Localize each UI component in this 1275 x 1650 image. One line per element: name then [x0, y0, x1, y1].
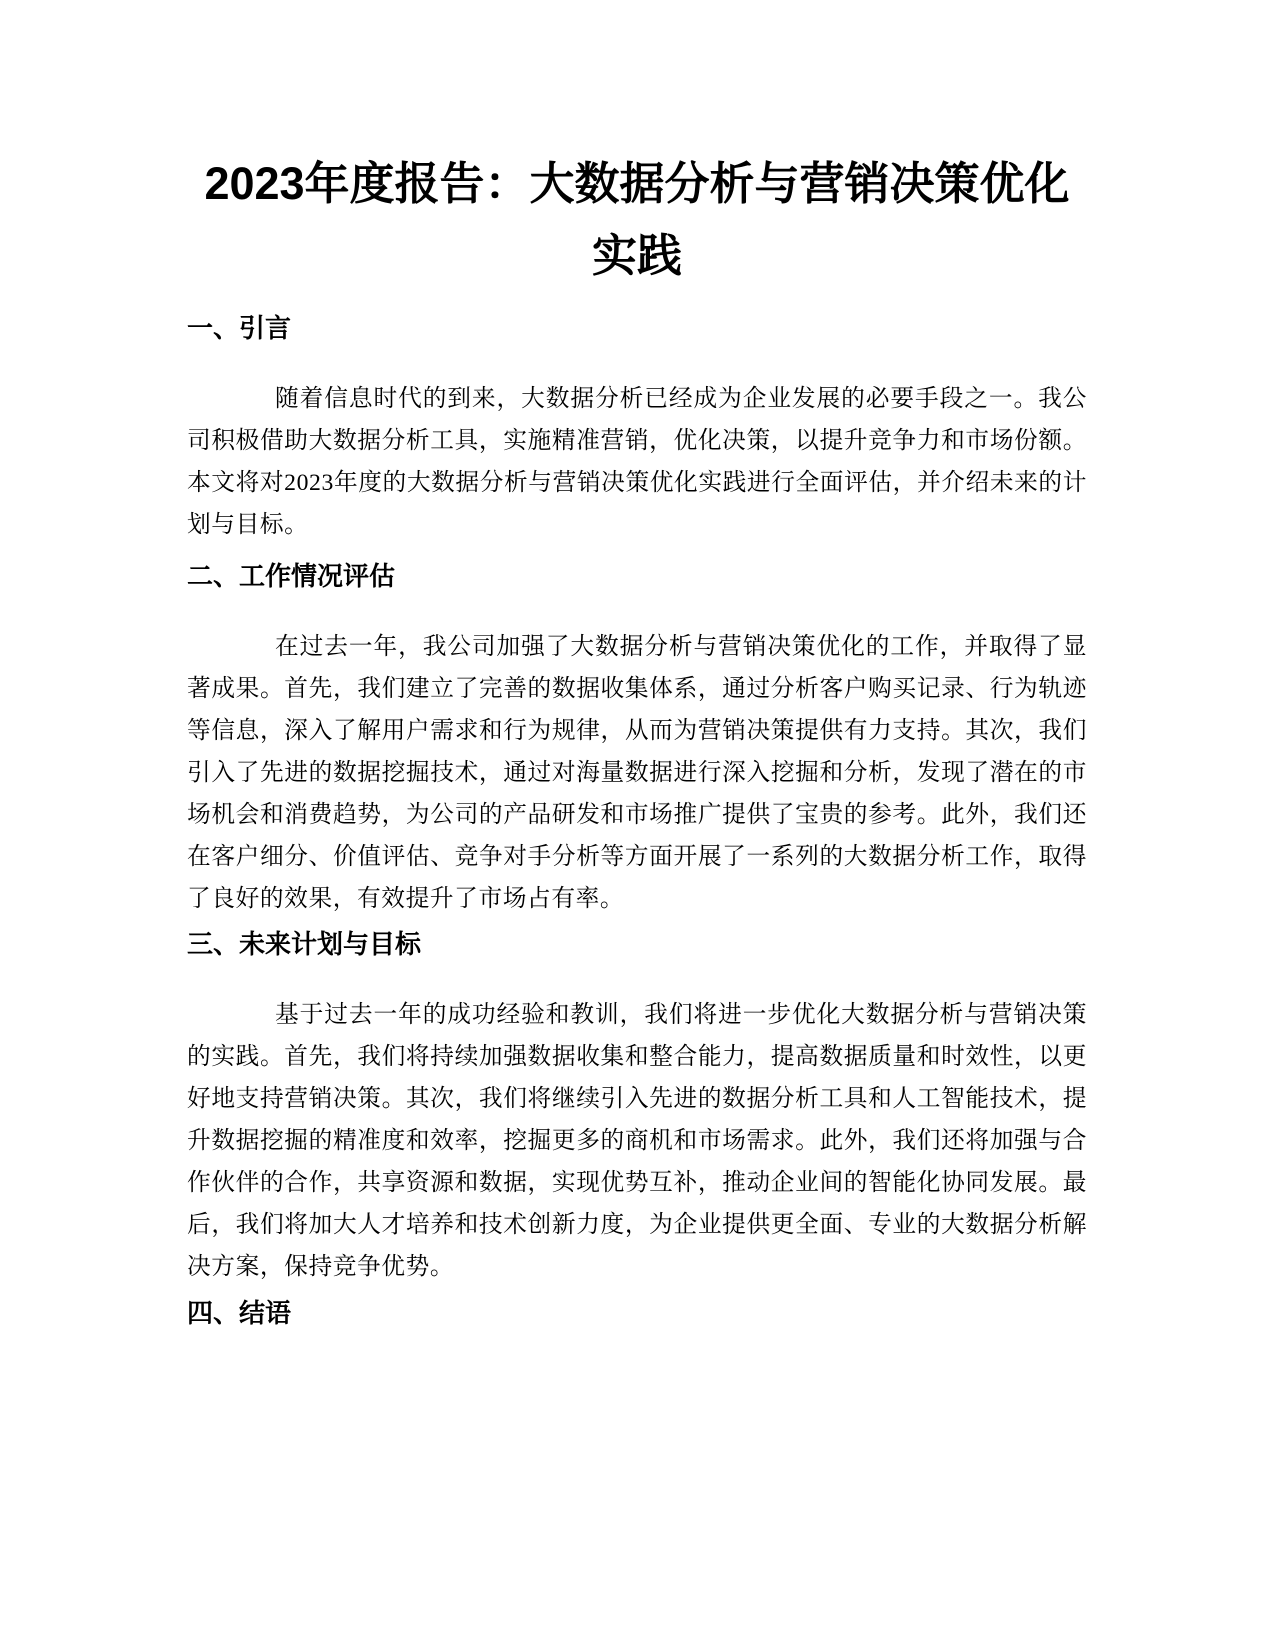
section-paragraph: 基于过去一年的成功经验和教训，我们将进一步优化大数据分析与营销决策的实践。首先，我们将持续加强数据收集和整合能力，提高数据质量和时效性，以更好地支持营销决策。其次，我们将继续引入先进的数据分析工具和人工智能技术，提升数据挖掘的精准度和效率，挖掘更多的商机和市场需求。此外，我们还将加强与合作伙伴的合作，共享资源和数据，实现优势互补，推动企业间的智能化协同发展。最后，我们将加大人才培养和技术创新力度，为企业提供更全面、专业的大数据分析解决方案，保持竞争优势。 — [187, 1002, 1087, 1280]
section-conclusion — [187, 1293, 1087, 1333]
section-heading: 一、引言 — [187, 313, 292, 343]
document-title — [187, 148, 1087, 292]
section-future-plans — [187, 924, 1087, 1288]
section-heading: 二、工作情况评估 — [187, 561, 396, 591]
section-introduction — [187, 308, 1087, 546]
document-title-line-1: 2023年度报告：大数据分析与营销决策优化 — [204, 158, 1070, 209]
section-heading: 四、结语 — [187, 1298, 292, 1328]
section-work-evaluation — [187, 556, 1087, 920]
document-title-line-2: 实践 — [591, 230, 682, 281]
section-paragraph: 在过去一年，我公司加强了大数据分析与营销决策优化的工作，并取得了显著成果。首先，我们建立了完善的数据收集体系，通过分析客户购买记录、行为轨迹等信息，深入了解用户需求和行为规律，从而为营销决策提供有力支持。其次，我们引入了先进的数据挖掘技术，通过对海量数据进行深入挖掘和分析，发现了潜在的市场机会和消费趋势，为公司的产品研发和市场推广提供了宝贵的参考。此外，我们还在客户细分、价值评估、竞争对手分析等方面开展了一系列的大数据分析工作，取得了良好的效果，有效提升了市场占有率。 — [187, 634, 1087, 912]
section-heading: 三、未来计划与目标 — [187, 929, 422, 959]
document-page — [187, 0, 1087, 1650]
section-paragraph: 随着信息时代的到来，大数据分析已经成为企业发展的必要手段之一。我公司积极借助大数据分析工具，实施精准营销，优化决策，以提升竞争力和市场份额。本文将对2023年度的大数据分析与营销决策优化实践进行全面评估，并介绍未来的计划与目标。 — [187, 386, 1087, 538]
